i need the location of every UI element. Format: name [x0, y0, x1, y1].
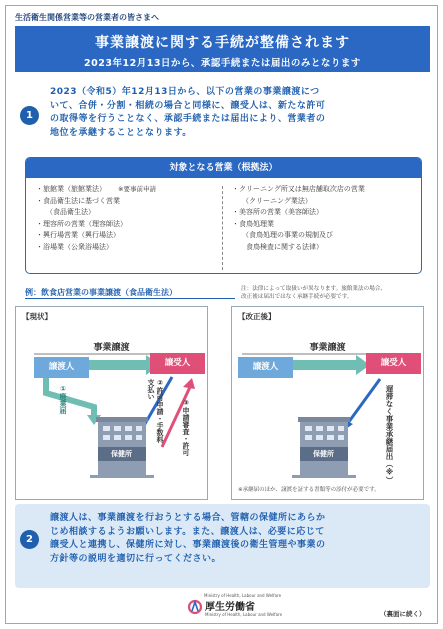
step-closure-notice: ①廃業届 — [59, 385, 67, 414]
table-header: 対象となる営業（根拠法） — [26, 158, 421, 178]
panel-footnote: ※承継届のほか、譲渡を証する書類等の添付が必要です。 — [238, 487, 380, 493]
target-business-table — [25, 157, 422, 274]
ministry-english: Ministry of Health, Labour and Welfare — [205, 612, 283, 617]
section-2-line: 譲渡人は、事業譲渡を行おうとする場合、管轄の保健所にあらか — [50, 513, 326, 523]
after-diagram-arrows — [232, 307, 425, 501]
section-2-text — [50, 512, 326, 566]
step-permit-application: ②許可申請・手数料支払い — [147, 379, 164, 443]
section-1-number: 1 — [20, 106, 39, 125]
business-item: ・食鳥処理業 — [232, 219, 274, 228]
health-center-label: 保健所 — [111, 450, 132, 458]
ministry-subtitle: Ministry of Health, Labour and Welfare — [204, 593, 282, 598]
example-note-line: 注：法律によって取扱いが異なります。旅館業法の場合、 — [241, 286, 386, 292]
section-2-number: 2 — [20, 530, 39, 549]
section-1-line: 地位を承継することとなります。 — [50, 127, 192, 138]
example-note-line: 改正後は届出ではなく承継手続が必要です。 — [241, 294, 353, 300]
banner-title: 事業譲渡に関する手続が整備されます — [95, 35, 350, 51]
business-item: ・美容所の営業（美容師法） — [232, 208, 323, 216]
banner-subtitle: 2023年12月13日から、承認手続または届出のみとなります — [84, 58, 361, 69]
business-law: （食品衛生法） — [46, 208, 95, 216]
section-2-line: 方針等の説明を適切に行ってください。 — [50, 553, 222, 564]
ministry-name: 厚生労働省 — [205, 602, 255, 613]
business-item: ・浴場業（公衆浴場法） — [36, 242, 113, 251]
section-1-text — [50, 86, 325, 140]
section-2-line: 譲受人と連携し、保健所に対し、事業譲渡後の衛生管理や事業の — [50, 540, 326, 550]
receiver-box: 譲受人 — [150, 353, 205, 374]
step-succession-notice: 遅滞なく事業承継届出（※） — [385, 385, 394, 484]
receiver-box: 譲受人 — [366, 353, 421, 374]
diagram-after-revision — [231, 306, 424, 500]
business-item: ・理容所の営業（理容師法） — [36, 219, 127, 228]
example-underline — [25, 298, 235, 299]
diagram-current — [15, 306, 208, 500]
section-1-line: 2023（令和5）年12月13日から、以下の営業の事業譲渡につ — [50, 87, 320, 97]
giver-box: 譲渡人 — [238, 357, 293, 378]
panel-label: 【改正後】 — [238, 312, 276, 321]
health-center-label: 保健所 — [313, 450, 334, 458]
example-note — [241, 285, 431, 301]
section-2-line: じめ相談するようお願いします。また、譲渡人は、必要に応じて — [50, 526, 325, 537]
continued-on-back: （裏面に続く） — [380, 610, 426, 618]
column-divider — [222, 186, 223, 270]
business-law: （食鳥処理の事業の規制及び — [242, 231, 333, 239]
business-item: ・興行場営業（興行場法） — [36, 231, 120, 239]
example-title: 例：飲食店営業の事業譲渡（食品衛生法） — [25, 288, 177, 297]
transfer-title: 事業譲渡 — [93, 343, 130, 353]
business-law: 食鳥検査に関する法律） — [246, 242, 323, 251]
business-law: （クリーニング業法） — [242, 196, 312, 205]
section-1-line: の取得等を行うことなく、承認手続または届出により、営業者の — [50, 114, 326, 124]
giver-box: 譲渡人 — [34, 357, 89, 378]
document-page — [5, 5, 438, 624]
title-banner — [15, 26, 430, 72]
table-right-column — [232, 184, 365, 253]
greeting: 生活衛生関係営業等の営業者の皆さまへ — [15, 13, 159, 22]
advance-application-note: ※要事前申請 — [118, 185, 156, 193]
transfer-title: 事業譲渡 — [309, 343, 346, 353]
business-item: ・旅館業（旅館業法） ※要事前申請 — [36, 185, 156, 193]
panel-label: 【現状】 — [22, 312, 52, 321]
business-item: ・クリーニング所又は無店舗取次店の営業 — [232, 185, 365, 193]
section-1-line: いて、合併・分割・相続の場合と同様に、譲受人は、新たな許可 — [50, 100, 326, 111]
step-review-permit: ③申請審査・許可 — [182, 399, 190, 456]
table-left-column — [36, 184, 156, 253]
business-item: ・食品衛生法に基づく営業 — [36, 196, 120, 205]
